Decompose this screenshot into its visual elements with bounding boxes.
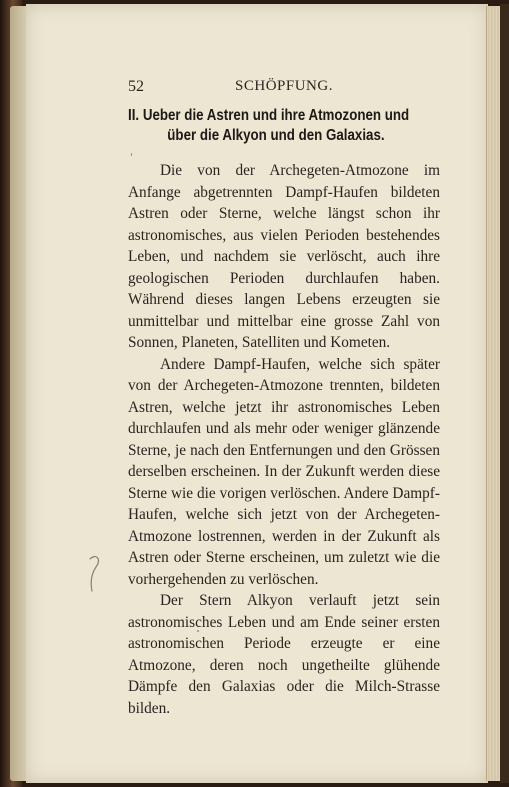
cover-edge bbox=[500, 4, 509, 783]
running-head bbox=[128, 78, 440, 98]
page-number: 52 bbox=[128, 78, 144, 95]
running-title: SCHÖPFUNG. bbox=[235, 78, 333, 94]
section-heading-line-2: über die Alkyon und den Galaxias. bbox=[167, 127, 385, 144]
paper-speck bbox=[197, 630, 199, 632]
paragraph-1: Die von der Archegeten-Atmozone im Anfange abgetrennten Dampf-Haufen bildeten Astren oder Sterne, welche längst schon ihr astronomisches, aus vielen Perioden bestehendes Leben, und nachdem sie verlöscht, auch ihre geologischen Perioden durchlaufen haben. Während dieses langen Lebens erzeugten sie unmittelbar und mittelbar eine grosse Zahl von Sonnen, Planeten, Satelliten und Kometen. bbox=[128, 162, 440, 351]
section-heading-line-1: II. Ueber die Astren und ihre Atmozonen und bbox=[128, 107, 410, 124]
body-text bbox=[128, 160, 440, 719]
paper-speck bbox=[131, 153, 132, 156]
paragraph-2: Andere Dampf-Haufen, welche sich später von der Archegeten-Atmozone trennten, bildeten Astren, welche jetzt ihr astronomisches Leben durchlaufen und als mehr oder weniger glänzende Sterne, je nach den Entfernungen und den Grössen derselben erscheinen. In der Zukunft werden diese Sterne wie die vorigen verlöschen. Andere Dampf-Haufen, welche sich jetzt von der Archegeten-Atmozone lostrennen, werden in der Zukunft als Astren oder Sterne erscheinen, um zuletzt wie die vorhergehenden zu verlöschen. bbox=[128, 355, 440, 588]
section-heading bbox=[128, 106, 439, 146]
paragraph-3: Der Stern Alkyon verlauft jetzt sein astronomisches Leben und am Ende seiner ersten astronomischen Periode erzeugte er eine Atmozone, deren noch ungetheilte glühende Dämpfe den Galaxias oder die Milch-Strasse bilden. bbox=[128, 592, 440, 717]
pencil-mark bbox=[84, 553, 104, 595]
